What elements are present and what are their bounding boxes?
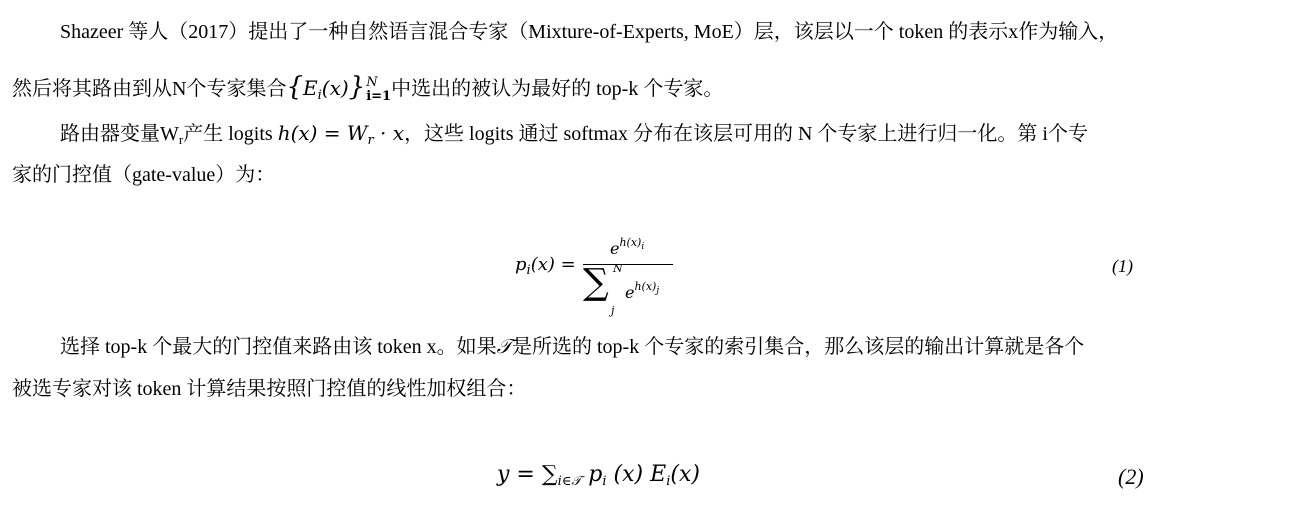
p2-text-a: 路由器变量W: [60, 123, 179, 145]
paragraph-1-line-1: Shazeer 等人（2017）提出了一种自然语言混合专家（Mixture-of-Experts, MoE）层，该层以一个 token 的表示x作为输入，: [60, 21, 1119, 43]
eq1-lhs: [515, 254, 576, 278]
paragraph-2-line-1: [60, 123, 1088, 147]
eq2-sum-subscript: i∈𝒯: [557, 474, 582, 489]
set-expert-subscript: i: [317, 88, 322, 103]
eq1-sum-lower: j: [611, 304, 615, 317]
eq1-denominator-term: [625, 280, 659, 302]
eq1-sum-upper: N: [613, 262, 623, 275]
eq2-p: p: [581, 462, 603, 487]
eq1-lhs-argument: (x) =: [530, 254, 576, 275]
p2-logits-formula-subscript: r: [367, 133, 374, 148]
p2-text-b: 产生 logits: [183, 123, 278, 145]
set-expert-symbol: E: [303, 76, 318, 100]
eq2-tail: (x): [670, 462, 700, 487]
eq2-e-subscript: i: [666, 474, 671, 489]
eq1-den-exponent: h(x): [634, 280, 657, 293]
paragraph-1-line-2: [12, 74, 723, 105]
eq1-den-exponent-subscript: j: [656, 286, 660, 296]
p2-logits-formula: h(x) = W: [277, 121, 368, 145]
eq1-num-exponent-subscript: i: [641, 242, 645, 252]
eq1-numerator: [610, 236, 644, 258]
set-limits: [366, 76, 391, 105]
equation-2-number: (2): [1118, 464, 1144, 489]
eq2-p-subscript: i: [602, 474, 607, 489]
eq1-num-exponent: h(x): [619, 236, 642, 249]
paragraph-2-line-2: 家的门控值（gate-value）为：: [12, 164, 276, 186]
set-lower-limit: i=1: [366, 89, 392, 105]
set-expert-argument: (x): [321, 76, 349, 100]
eq2-middle: (x) E: [606, 462, 667, 487]
eq1-lhs-p: p: [515, 254, 527, 275]
set-upper-limit: N: [366, 75, 378, 91]
eq2-lhs-and-sum: y = ∑: [497, 462, 558, 487]
p1-line2-after: 中选出的被认为最好的 top-k 个专家。: [391, 78, 724, 100]
paragraph-3-line-2: 被选专家对该 token 计算结果按照门控值的线性加权组合：: [12, 378, 527, 400]
set-brace-close: }: [348, 72, 366, 102]
eq1-lhs-subscript: i: [526, 263, 531, 278]
paragraph-3-line-1: [60, 336, 1084, 357]
eq1-sum-symbol: ∑: [583, 262, 609, 303]
p3-text-a: 选择 top-k 个最大的门控值来路由该 token x。如果: [60, 336, 497, 358]
p2-wr-subscript: r: [178, 132, 184, 147]
p3-index-set-symbol: 𝒯: [496, 334, 512, 358]
eq1-den-base: e: [625, 283, 635, 302]
p2-logits-formula-tail: · x: [373, 121, 405, 145]
equation-1-number: (1): [1112, 256, 1133, 276]
p3-text-b: 是所选的 top-k 个专家的索引集合，那么该层的输出计算就是各个: [511, 336, 1085, 358]
equation-1: [515, 232, 715, 317]
equation-2: [497, 462, 700, 489]
p1-line2-before: 然后将其路由到从N个专家集合: [12, 78, 287, 100]
p2-text-c: ，这些 logits 通过 softmax 分布在该层可用的 N 个专家上进行归一化。第 i个专: [404, 123, 1088, 145]
eq1-num-base: e: [610, 239, 620, 258]
set-brace-open: {: [286, 72, 303, 102]
